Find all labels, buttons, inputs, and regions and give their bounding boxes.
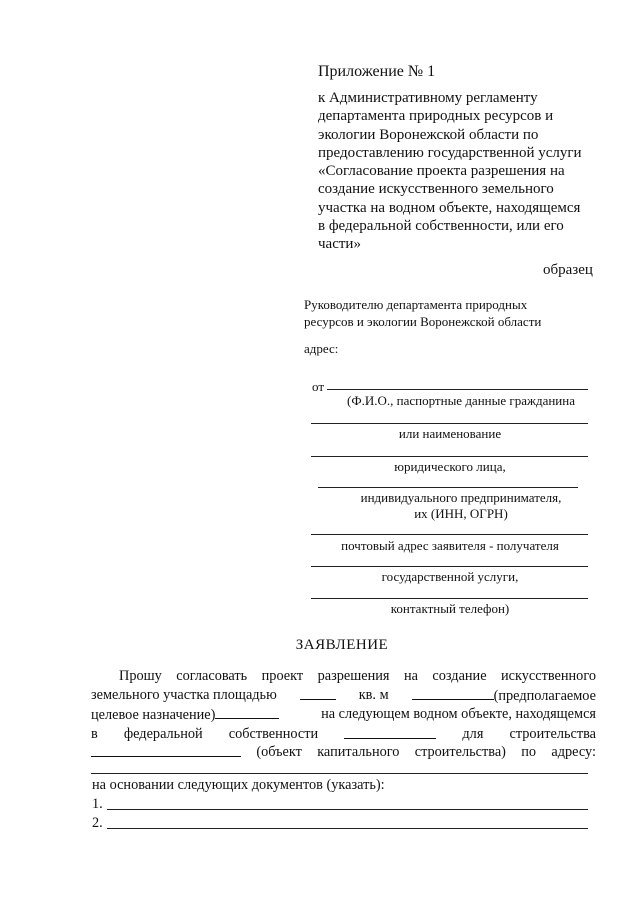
- applicant-caption: почтовый адрес заявителя - получателя: [341, 538, 559, 553]
- applicant-fill-line: [327, 389, 588, 390]
- statement-text: адресу:: [551, 744, 596, 761]
- applicant-fill-line: [311, 566, 588, 567]
- applicant-fill-line: [311, 423, 588, 424]
- document-item-line[interactable]: [107, 828, 588, 829]
- applicant-caption: государственной услуги,: [381, 569, 519, 584]
- addressee-line: Руководителю департамента природных: [304, 297, 528, 312]
- appendix-title: Приложение № 1: [318, 63, 436, 80]
- statement-line: [91, 667, 596, 686]
- regulation-line: создание искусственного земельного: [318, 181, 554, 198]
- sample-label: образец: [543, 262, 593, 278]
- statement-text: строительства): [414, 744, 506, 761]
- area-blank[interactable]: [300, 686, 336, 700]
- applicant-caption: (Ф.И.О., паспортные данные гражданина: [347, 393, 575, 408]
- regulation-line: департамента природных ресурсов и: [318, 108, 554, 125]
- statement-line: [91, 686, 596, 706]
- statement-text: по: [521, 744, 537, 761]
- applicant-caption: их (ИНН, ОГРН): [414, 506, 508, 521]
- from-label: от: [312, 379, 325, 394]
- statement-text: (объект: [256, 744, 302, 761]
- addressee-line: ресурсов и экологии Воронежской области: [304, 314, 542, 329]
- document-item-number: 2.: [92, 815, 103, 831]
- purpose-blank[interactable]: [412, 686, 494, 700]
- regulation-line: экологии Воронежской области по: [318, 126, 539, 143]
- statement-word: искусственного: [501, 668, 596, 684]
- purpose-value-blank[interactable]: [215, 705, 279, 719]
- documents-label: на основании следующих документов (указать):: [92, 777, 385, 793]
- document-item-number: 1.: [92, 796, 103, 812]
- applicant-fill-line: [311, 598, 588, 599]
- applicant-fill-line: [318, 487, 578, 488]
- regulation-reference: [318, 89, 582, 254]
- document-item-line[interactable]: [107, 809, 588, 810]
- statement-text: (предполагаемое: [493, 687, 596, 704]
- regulation-line: к Административному регламенту: [318, 90, 538, 106]
- regulation-line: в федеральной собственности, или его: [318, 218, 564, 235]
- applicant-fill-line: [311, 456, 588, 457]
- applicant-caption: юридического лица,: [394, 459, 506, 474]
- statement-line: [91, 743, 596, 762]
- statement-word: создание: [432, 668, 487, 684]
- construction-object-blank[interactable]: [91, 743, 241, 757]
- regulation-line: участка на водном объекте, находящемся: [318, 199, 581, 216]
- statement-text: собственности: [228, 725, 319, 742]
- address-fill-line[interactable]: [91, 773, 588, 774]
- statement-body: [91, 667, 596, 762]
- applicant-fill-line: [311, 534, 588, 535]
- applicant-caption: индивидуального предпринимателя,: [360, 490, 562, 505]
- statement-word: проект: [261, 668, 304, 684]
- statement-text: федеральной: [123, 725, 203, 742]
- statement-text: капитального: [317, 744, 400, 761]
- statement-text: строительства: [509, 725, 596, 742]
- applicant-caption: контактный телефон): [390, 601, 510, 616]
- statement-word: на: [403, 668, 418, 684]
- statement-text: в: [91, 725, 98, 742]
- statement-text: на следующем водном объекте, находящемся: [321, 706, 596, 723]
- regulation-line: предоставлению государственной услуги: [318, 144, 582, 161]
- statement-word: разрешения: [317, 668, 390, 684]
- regulation-line: части»: [318, 236, 361, 253]
- statement-line: [91, 705, 596, 725]
- statement-title: ЗАЯВЛЕНИЕ: [295, 637, 389, 653]
- statement-line: [91, 725, 596, 744]
- statement-text: целевое назначение): [91, 707, 216, 724]
- applicant-caption: или наименование: [398, 426, 502, 441]
- address-label: адрес:: [304, 341, 339, 356]
- water-object-blank[interactable]: [344, 725, 436, 739]
- addressee: [304, 296, 541, 330]
- statement-text: кв. м: [358, 686, 389, 703]
- statement-word: согласовать: [176, 668, 248, 684]
- statement-text: земельного участка площадью: [91, 686, 277, 703]
- regulation-line: «Согласование проекта разрешения на: [318, 163, 565, 180]
- statement-word: Прошу: [119, 668, 162, 684]
- statement-text: для: [462, 725, 484, 742]
